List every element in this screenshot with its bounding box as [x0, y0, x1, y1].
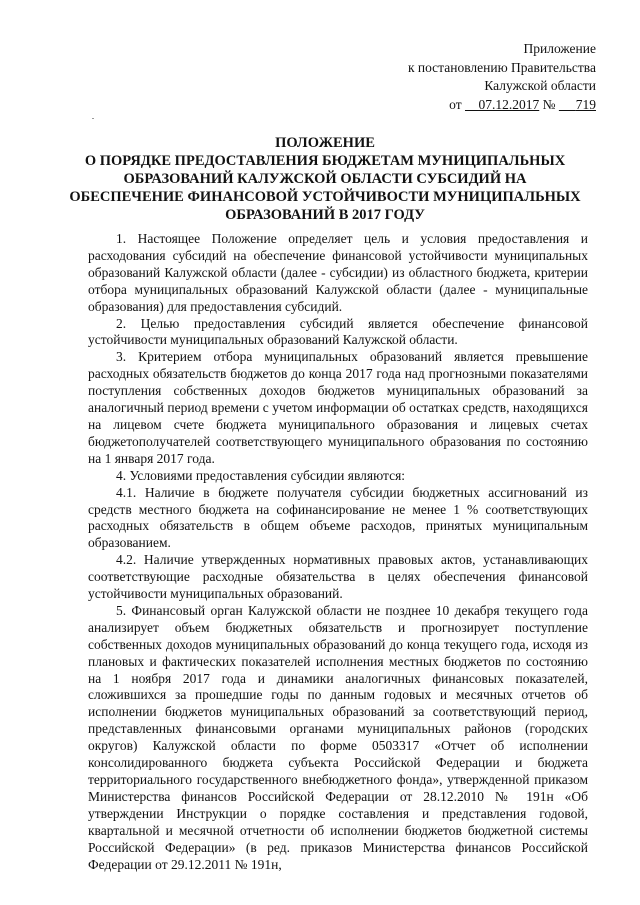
paragraph-4-1: 4.1. Наличие в бюджете получателя субсидии бюджетных ассигнований из средств местного бюджета на софинансирование не менее 1 % соответствующих расходных обязательств в общем объеме расходов, принятых муниципальным образованием. [88, 484, 588, 551]
document-body [88, 231, 588, 873]
paragraph-1: 1. Настоящее Положение определяет цель и условия предоставления и расходования субсидий на обеспечение финансовой устойчивости муниципальных образований Калужской области (далее - субсидии) из областного бюджета, критерии отбора муниципальных образований Калужской области (далее - муниципальные образования) для предоставления субсидий. [88, 231, 588, 314]
appendix-date-line [408, 96, 596, 115]
date-text: 07.12.2017 [478, 96, 540, 112]
scan-mark [92, 118, 94, 119]
date-prefix: от [449, 96, 462, 112]
number-sign: № [542, 96, 556, 112]
paragraph-2: 2. Целью предоставления субсидий является обеспечение финансовой устойчивости муниципальных образований Калужской области. [88, 315, 588, 348]
appendix-line-2: к постановлению Правительства [407, 59, 596, 75]
paragraph-5: 5. Финансовый орган Калужской области не позднее 10 декабря текущего года анализирует объем бюджетных обязательств и прогнозирует поступление собственных доходов муниципальных образований до конца текущего года, исходя из плановых и фактических показателей исполнения местных бюджетов по состоянию на 1 ноября 2017 года и динамики аналогичных финансовых показателей, сложившихся за прошедшие годы по данным годовых и месячных отчетов об исполнении бюджетов муниципальных образований за соответствующий период, представленных финансовыми органами муниципальных районов (городских округов) Калужской области по форме 0503317 «Отчет об исполнении консолидированного бюджета субъекта Российской Федерации и бюджета территориального государственного внебюджетного фонда», утвержденной приказом Министерства финансов Российской Федерации от 28.12.2010 № 191н «Об утверждении Инструкции о порядке составления и представления годовой, квартальной и месячной отчетности об исполнении бюджетов бюджетной системы Российской Федерации» (в ред. приказов Министерства финансов Российской Федерации от 29.12.2011 № 191н, [88, 602, 588, 872]
title-line-2: О ПОРЯДКЕ ПРЕДОСТАВЛЕНИЯ БЮДЖЕТАМ МУНИЦИПАЛЬНЫХ [84, 153, 566, 169]
title-line-3: ОБРАЗОВАНИЙ КАЛУЖСКОЙ ОБЛАСТИ СУБСИДИЙ НА [123, 171, 527, 187]
title-line-4: ОБЕСПЕЧЕНИЕ ФИНАНСОВОЙ УСТОЙЧИВОСТИ МУНИЦИПАЛЬНЫХ [69, 189, 581, 205]
number-value [559, 97, 596, 112]
number-text: 719 [575, 96, 596, 112]
paragraph-3: 3. Критерием отбора муниципальных образований является превышение расходных обязательств бюджетов до конца 2017 года над прогнозными показателями поступления собственных доходов бюджетов муниципальных образований за аналогичный период времени с учетом информации об остатках средств, находящихся на лицевом счете бюджета муниципального образования и лицевых счетах бюджетополучателей соответствующего муниципального образования по состоянию на 1 января 2017 года. [88, 349, 588, 466]
appendix-line-1: Приложение [523, 41, 596, 56]
appendix-header [408, 40, 596, 114]
title-line-1: ПОЛОЖЕНИЕ [275, 135, 375, 151]
title-line-5: ОБРАЗОВАНИЙ В 2017 ГОДУ [225, 207, 425, 223]
paragraph-4-2: 4.2. Наличие утвержденных нормативных правовых актов, устанавливающих соответствующие расходные обязательства в целях обеспечения финансовой устойчивости муниципальных образований. [88, 552, 588, 602]
document-title [60, 134, 590, 224]
appendix-line-3: Калужской области [484, 78, 596, 93]
date-value [465, 97, 539, 112]
paragraph-4: 4. Условиями предоставления субсидии являются: [116, 467, 406, 483]
